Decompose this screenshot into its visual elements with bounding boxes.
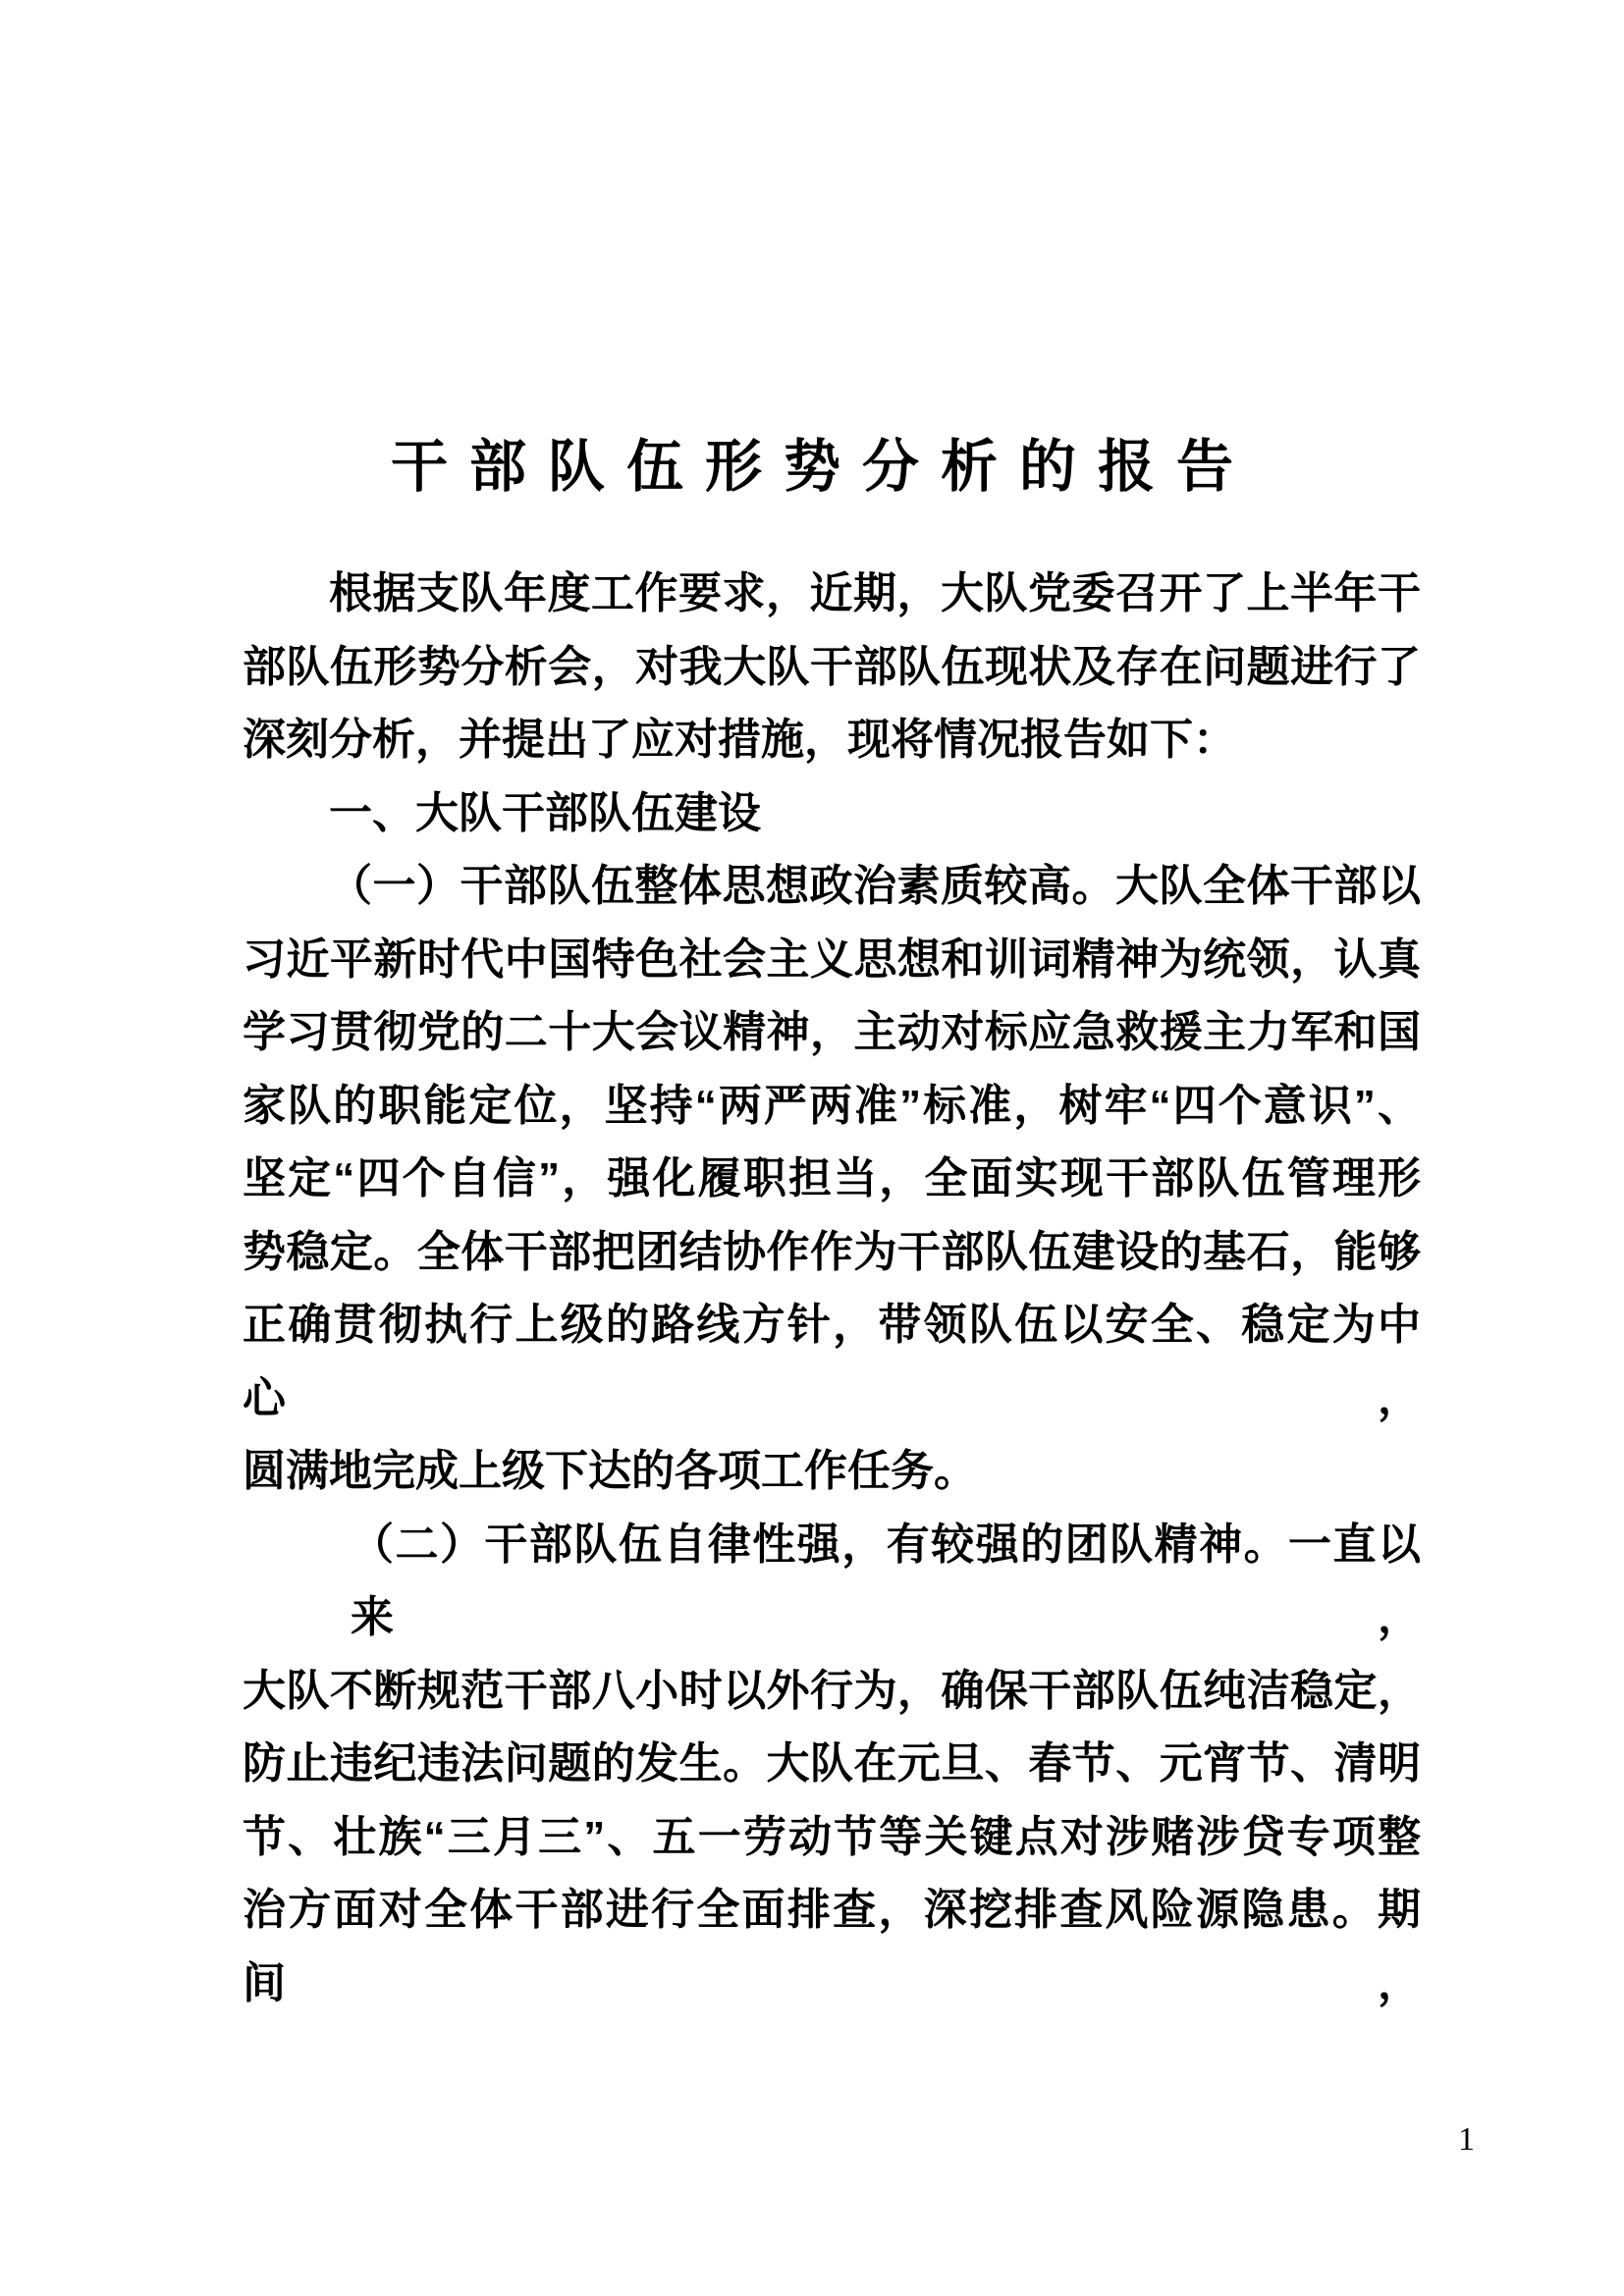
text-line: 节、壮族“三月三”、五一劳动节等关键点对涉赌涉贷专项整 (243, 1812, 1421, 1861)
text-line: 圆满地完成上级下达的各项工作任务。 (243, 1447, 977, 1495)
page-number: 1 (1458, 2121, 1475, 2158)
text-line: 学习贯彻党的二十大会议精神，主动对标应急救援主力军和国 (243, 1008, 1421, 1056)
text-line: 大队不断规范干部八小时以外行为，确保干部队伍纯洁稳定， (243, 1666, 1421, 1715)
document-body (243, 558, 1421, 2020)
text-line: 家队的职能定位，坚持“两严两准”标准，树牢“四个意识”、 (243, 1081, 1421, 1130)
text-line: 部队伍形势分析会，对我大队干部队伍现状及存在问题进行了 (243, 642, 1421, 691)
text-line: 一、大队干部队伍建设 (329, 788, 761, 837)
text-line: 正确贯彻执行上级的路线方针，带领队伍以安全、稳定为中心， (243, 1301, 1421, 1422)
text-line: 深刻分析，并提出了应对措施，现将情况报告如下： (243, 716, 1236, 764)
text-line: 势稳定。全体干部把团结协作作为干部队伍建设的基石，能够 (243, 1227, 1421, 1276)
text-line: 治方面对全体干部进行全面排查，深挖排查风险源隐患。期间， (243, 1886, 1421, 2007)
text-line: 习近平新时代中国特色社会主义思想和训词精神为统领，认真 (243, 934, 1421, 984)
text-line: 坚定“四个自信”，强化履职担当，全面实现干部队伍管理形 (243, 1154, 1421, 1202)
text-line: （二）干部队伍自律性强，有较强的团队精神。一直以来， (351, 1520, 1421, 1641)
text-line: 防止违纪违法问题的发生。大队在元旦、春节、元宵节、清明 (243, 1739, 1421, 1788)
page-title: 干部队伍形势分析的报告 (390, 434, 1255, 499)
text-line: 根据支队年度工作要求，近期，大队党委召开了上半年干 (329, 569, 1421, 617)
text-line: （一）干部队伍整体思想政治素质较高。大队全体干部以 (329, 862, 1421, 910)
